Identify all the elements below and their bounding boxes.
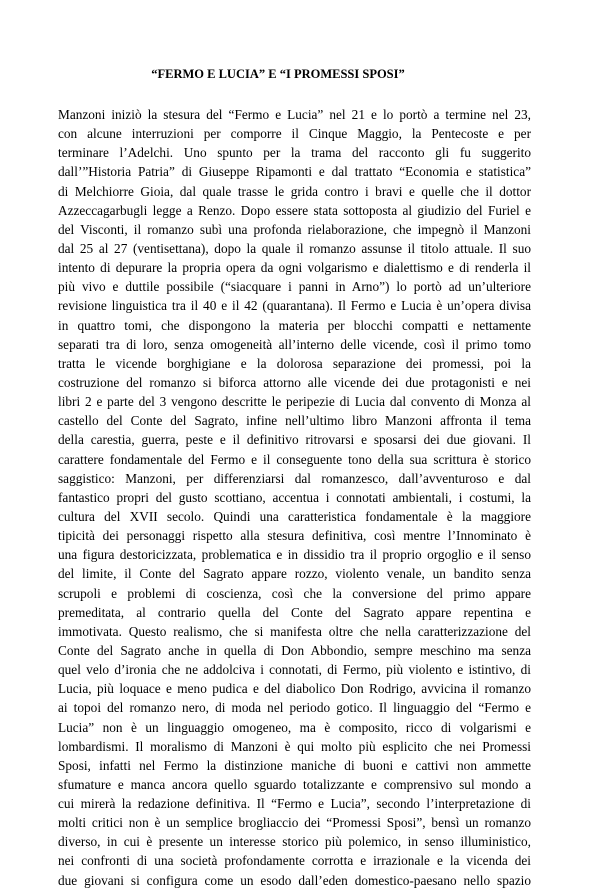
text-line: Azzeccagarbugli legge a Renzo. Dopo essere stata sottoposta al giudizio del Furiel e <box>58 202 531 218</box>
text-line: con alcune interruzioni per comporre il Cinque Maggio, la Pentecoste e per <box>58 126 531 142</box>
text-line: Conte del Sagrato anche in quella di Don Abbondio, sempre meschino ma senza <box>58 642 531 658</box>
text-line: in quattro tomi, che dispongono la materia per blocchi compatti e nettamente <box>58 317 531 333</box>
text-line: diverso, in cui è presente un interesse storico più polemico, in senso illuministico, <box>58 834 531 850</box>
text-line: molti critici non è un semplice brogliaccio dei “Promessi Sposi”, bensì un romanzo <box>58 815 531 831</box>
document-title: “FERMO E LUCIA” E “I PROMESSI SPOSI” <box>151 67 405 81</box>
text-line: carattere fondamentale del Fermo e il conseguente tono della sua scrittura è storico <box>58 451 531 467</box>
text-line: costruzione del romanzo si biforca attorno alle vicende dei due protagonisti e nei <box>58 374 531 390</box>
text-line: immotivata. Questo realismo, che si manifesta oltre che nella caratterizzazione del <box>58 623 531 639</box>
text-line: dall’”Historia Patria” di Giuseppe Ripamonti e dal trattato “Economia e statistica” <box>58 164 531 180</box>
text-line: Sposi, infatti nel Fermo la distinzione maniche di buoni e cattivi non ammette <box>58 757 531 773</box>
text-line: cui mirerà la redazione definitiva. Il “Fermo e Lucia”, secondo l’interpretazione di <box>58 796 531 812</box>
text-line: premeditata, al contrario quella del Conte del Sagrato appare repentina e <box>58 604 531 620</box>
text-line: del Visconti, il romanzo subì una profonda rielaborazione, che impegnò il Manzoni <box>58 221 531 237</box>
text-line: libri 2 e parte del 3 vengono descritte le peripezie di Lucia dal convento di Monza al <box>58 394 531 410</box>
body-paragraph <box>58 105 531 890</box>
text-line: dal 25 al 27 (ventisettana), dopo la quale il romanzo assunse il titolo attuale. Il suo <box>58 240 531 256</box>
text-line: di Melchiorre Gioia, dal quale trasse le grida contro i bravi e quelle che il dottor <box>58 183 531 199</box>
text-line: sfumature e manca ancora quello sguardo totalizzante e comprensivo sul mondo a <box>58 776 531 792</box>
text-line: revisione linguistica tra il 40 e il 42 (quarantana). Il Fermo e Lucia è un’opera divisa <box>58 298 531 314</box>
text-line: tratta le vicende borghigiane e la dolorosa separazione dei promessi, poi la <box>58 355 531 371</box>
text-line: fantastico propri del gusto scottiano, accentua i connotati ambientali, i costumi, la <box>58 489 531 505</box>
text-line: della carestia, guerra, peste e il definitivo ritrovarsi e sposarsi dei due giovani. Il <box>58 432 531 448</box>
text-line: scrupoli e problemi di coscienza, così che la conversione del primo appare <box>58 585 531 601</box>
text-line: Lucia” non è un linguaggio omogeneo, ma è composito, ricco di volgarismi e <box>58 719 531 735</box>
text-line: una figura destoricizzata, problematica e in dissidio tra il proprio orgoglio e il senso <box>58 547 531 563</box>
text-line: terminare l’Adelchi. Uno spunto per la trama del racconto gli fu suggerito <box>58 145 531 161</box>
text-line: separati tra di loro, senza omogeneità all’interno delle vicende, così il primo tomo <box>58 336 531 352</box>
text-line: intento di depurare la propria opera da ogni volgarismo e dialettismo e di renderla il <box>58 260 531 276</box>
text-line: più vivo e duttile possibile (“siacquare i panni in Arno”) lo portò ad un’ulteriore <box>58 279 531 295</box>
text-line: Manzoni iniziò la stesura del “Fermo e Lucia” nel 21 e lo portò a termine nel 23, <box>58 107 531 122</box>
text-line: quel velo d’ironia che ne addolciva i connotati, di Fermo, più violento e istintivo, di <box>58 662 531 678</box>
text-line: lombardismi. Il moralismo di Manzoni è qui molto più esplicito che nei Promessi <box>58 738 531 754</box>
text-line: ai topoi del romanzo nero, di moda nel periodo gotico. Il linguaggio del “Fermo e <box>58 700 531 716</box>
text-line: castello del Conte del Sagrato, infine nell’ultimo libro Manzoni affronta il tema <box>58 413 531 429</box>
text-line: cultura del XVII secolo. Quindi una caratteristica fondamentale è la maggiore <box>58 508 531 524</box>
text-line: due giovani si configura come un esodo dall’eden domestico-paesano nello spazio <box>58 872 531 888</box>
text-line: saggistico: Manzoni, per differenziarsi dal romanzesco, dall’avventuroso e dal <box>58 470 531 486</box>
text-line: tipicità dei personaggi rispetto alla stesura definitiva, così mentre l’Innominato è <box>58 528 531 544</box>
text-line: del limite, il Conte del Sagrato appare rozzo, violento venale, un bandito senza <box>58 566 531 582</box>
text-line: Lucia, più loquace e meno pudica e del diabolico Don Rodrigo, avvicina il romanzo <box>58 681 531 697</box>
text-line: nei confronti di una società profondamente corrotta e irrazionale e la vicenda dei <box>58 853 531 869</box>
